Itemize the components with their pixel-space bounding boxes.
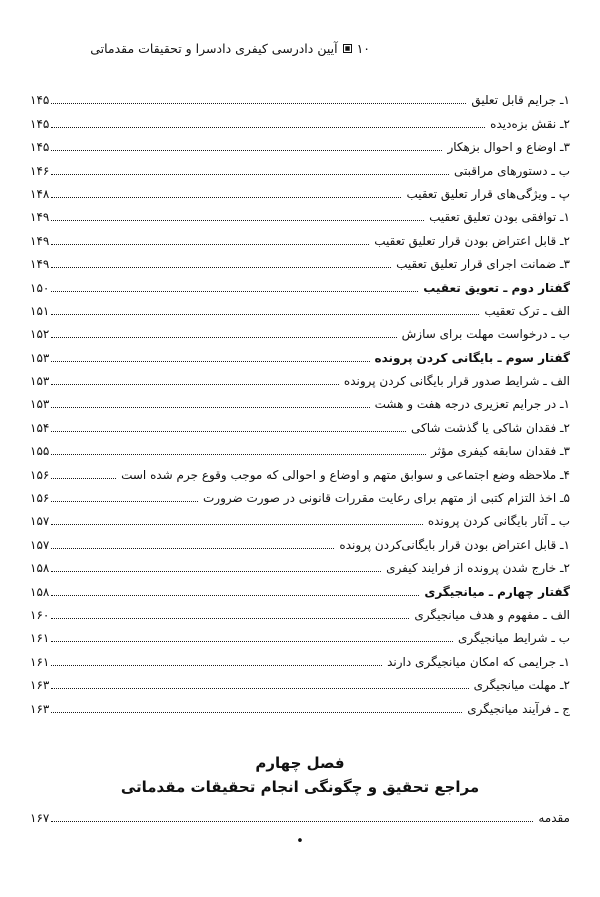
toc-entry-page-number: ۱۵۸ (30, 561, 50, 576)
toc-leader-dots (51, 688, 468, 689)
page-folio-number: ۱۰ (356, 41, 370, 56)
toc-entry-label: گفتار دوم ـ تعویق تعقیب (423, 280, 570, 295)
toc-entry[interactable] (30, 109, 570, 132)
toc-entry[interactable] (30, 530, 570, 553)
toc-leader-dots (51, 267, 391, 268)
toc-entry-label: ب ـ شرایط میانجیگری (457, 631, 570, 646)
chapter-title: مراجع تحقیق و چگونگی انجام تحقیقات مقدماتی (120, 778, 480, 797)
toc-leader-dots (51, 407, 369, 408)
toc-leader-dots (51, 501, 198, 502)
toc-entry[interactable] (30, 297, 570, 320)
running-header-title: آیین دادرسی کیفری دادسرا و تحقیقات مقدماتی (90, 41, 338, 56)
toc-leader-dots (51, 244, 369, 245)
toc-entry-label: ۲ـ قابل اعتراض بودن قرار تعلیق تعقیب (374, 233, 570, 248)
toc-leader-dots (51, 361, 369, 362)
toc-entry-page-number: ۱۴۵ (30, 93, 50, 108)
toc-entry-page-number: ۱۵۶ (30, 467, 50, 482)
toc-entry-page-number: ۱۵۴ (30, 420, 50, 435)
toc-entry-page-number: ۱۴۹ (30, 210, 50, 225)
toc-entry-page-number: ۱۶۱ (30, 654, 50, 669)
toc-entry-label: ۲ـ نقش بزه‌دیده (490, 116, 570, 131)
toc-leader-dots (51, 103, 466, 104)
toc-entry[interactable] (30, 343, 570, 366)
toc-entry-page-number: ۱۴۶ (30, 163, 50, 178)
toc-entry-label: پ ـ ویژگی‌های قرار تعلیق تعقیب (406, 186, 570, 201)
toc-entry-label: گفتار سوم ـ بایگانی کردن پرونده (374, 350, 570, 365)
toc-entry-label: ج ـ فرآیند میانجیگری (467, 701, 570, 716)
toc-entry[interactable] (30, 437, 570, 460)
toc-entry-label: ۳ـ ضمانت اجرای قرار تعلیق تعقیب (396, 257, 570, 272)
toc-entry[interactable] (30, 554, 570, 577)
toc-entry-page-number: ۱۴۹ (30, 233, 50, 248)
toc-leader-dots (51, 431, 406, 432)
toc-leader-dots (51, 571, 381, 572)
toc-entry[interactable] (30, 156, 570, 179)
toc-leader-dots (51, 524, 423, 525)
toc-entry[interactable] (30, 250, 570, 273)
toc-leader-dots (51, 454, 426, 455)
toc-entry[interactable] (30, 601, 570, 624)
table-of-contents-tail (30, 804, 570, 827)
toc-leader-dots (51, 618, 409, 619)
toc-entry-page-number: ۱۶۷ (30, 811, 50, 826)
toc-entry-page-number: ۱۵۷ (30, 537, 50, 552)
chapter-heading (0, 752, 600, 800)
toc-entry-label: ۱ـ در جرایم تعزیری درجه هفت و هشت (374, 397, 570, 412)
toc-entry-label: ۱ـ قابل اعتراض بودن قرار بایگانی‌کردن پرونده (339, 537, 570, 552)
toc-entry-label: مقدمه (538, 811, 570, 826)
toc-leader-dots (51, 337, 396, 338)
toc-entry-page-number: ۱۵۳ (30, 397, 50, 412)
toc-entry-label: الف ـ ترک تعقیب (484, 303, 570, 318)
toc-entry[interactable] (30, 86, 570, 109)
toc-leader-dots (51, 641, 453, 642)
toc-leader-dots (51, 127, 485, 128)
toc-entry-label: ۲ـ فقدان شاکی یا گذشت شاکی (411, 420, 570, 435)
toc-entry-page-number: ۱۴۸ (30, 186, 50, 201)
table-of-contents (30, 86, 570, 718)
running-header (30, 40, 570, 58)
toc-leader-dots (51, 314, 479, 315)
toc-entry[interactable] (30, 804, 570, 827)
toc-entry-label: ۳ـ اوضاع و احوال بزهکار (447, 140, 570, 155)
toc-leader-dots (51, 665, 382, 666)
toc-leader-dots (51, 821, 533, 822)
toc-entry-label: ۱ـ توافقی بودن تعلیق تعقیب (429, 210, 570, 225)
toc-entry[interactable] (30, 226, 570, 249)
toc-entry[interactable] (30, 273, 570, 296)
toc-entry-label: الف ـ مفهوم و هدف میانجیگری (414, 607, 570, 622)
toc-leader-dots (51, 478, 116, 479)
toc-entry[interactable] (30, 390, 570, 413)
toc-entry-label: ب ـ درخواست مهلت برای سازش (401, 327, 570, 342)
toc-entry-label: ۱ـ جرایمی که امکان میانجیگری دارند (387, 654, 570, 669)
toc-entry-page-number: ۱۵۸ (30, 584, 50, 599)
toc-entry[interactable] (30, 320, 570, 343)
toc-entry-label: ۱ـ جرایم قابل تعلیق (471, 93, 570, 108)
toc-entry[interactable] (30, 671, 570, 694)
toc-entry-label: ب ـ آثار بایگانی کردن پرونده (427, 514, 570, 529)
chapter-number: فصل چهارم (255, 754, 345, 772)
toc-leader-dots (51, 595, 419, 596)
toc-leader-dots (51, 220, 424, 221)
toc-entry-label: ۲ـ مهلت میانجیگری (473, 678, 570, 693)
toc-entry-page-number: ۱۴۵ (30, 116, 50, 131)
toc-entry-page-number: ۱۵۲ (30, 327, 50, 342)
toc-entry-page-number: ۱۶۱ (30, 631, 50, 646)
toc-entry[interactable] (30, 507, 570, 530)
toc-leader-dots (51, 197, 401, 198)
toc-entry-label: ۵ـ اخذ التزام کتبی از متهم برای رعایت مقررات قانونی در صورت ضرورت (203, 491, 570, 506)
toc-entry-page-number: ۱۴۹ (30, 257, 50, 272)
toc-entry-page-number: ۱۶۳ (30, 701, 50, 716)
toc-entry[interactable] (30, 413, 570, 436)
toc-entry[interactable] (30, 367, 570, 390)
toc-entry[interactable] (30, 577, 570, 600)
toc-entry-page-number: ۱۴۵ (30, 140, 50, 155)
toc-entry-label: الف ـ شرایط صدور قرار بایگانی کردن پرونده (343, 374, 570, 389)
toc-entry-label: گفتار چهارم ـ میانجیگری (424, 584, 570, 599)
toc-entry-label: ۳ـ فقدان سابقه کیفری مؤثر (430, 444, 570, 459)
toc-entry-page-number: ۱۶۳ (30, 678, 50, 693)
toc-entry-page-number: ۱۵۳ (30, 350, 50, 365)
toc-entry-page-number: ۱۵۷ (30, 514, 50, 529)
toc-entry[interactable] (30, 133, 570, 156)
toc-entry-label: ب ـ دستورهای مراقبتی (453, 163, 570, 178)
toc-entry-page-number: ۱۵۵ (30, 444, 50, 459)
toc-entry-page-number: ۱۵۱ (30, 303, 50, 318)
toc-entry[interactable] (30, 484, 570, 507)
square-bullet-icon (343, 44, 352, 53)
end-dot-mark: • (296, 834, 304, 849)
toc-entry-page-number: ۱۵۳ (30, 374, 50, 389)
toc-entry[interactable] (30, 694, 570, 717)
toc-entry[interactable] (30, 624, 570, 647)
toc-entry-page-number: ۱۵۶ (30, 491, 50, 506)
toc-entry-page-number: ۱۶۰ (30, 607, 50, 622)
toc-entry[interactable] (30, 180, 570, 203)
toc-leader-dots (51, 712, 462, 713)
toc-entry[interactable] (30, 203, 570, 226)
toc-entry[interactable] (30, 460, 570, 483)
toc-leader-dots (51, 548, 334, 549)
toc-leader-dots (51, 150, 442, 151)
toc-entry-page-number: ۱۵۰ (30, 280, 50, 295)
toc-leader-dots (51, 384, 339, 385)
toc-entry[interactable] (30, 647, 570, 670)
toc-entry-label: ۴ـ ملاحظه وضع اجتماعی و سوابق متهم و اوضاع و احوالی که موجب وقوع جرم شده است (121, 467, 570, 482)
toc-entry-label: ۲ـ خارج شدن پرونده از فرایند کیفری (386, 561, 570, 576)
toc-leader-dots (51, 174, 449, 175)
toc-leader-dots (51, 291, 418, 292)
